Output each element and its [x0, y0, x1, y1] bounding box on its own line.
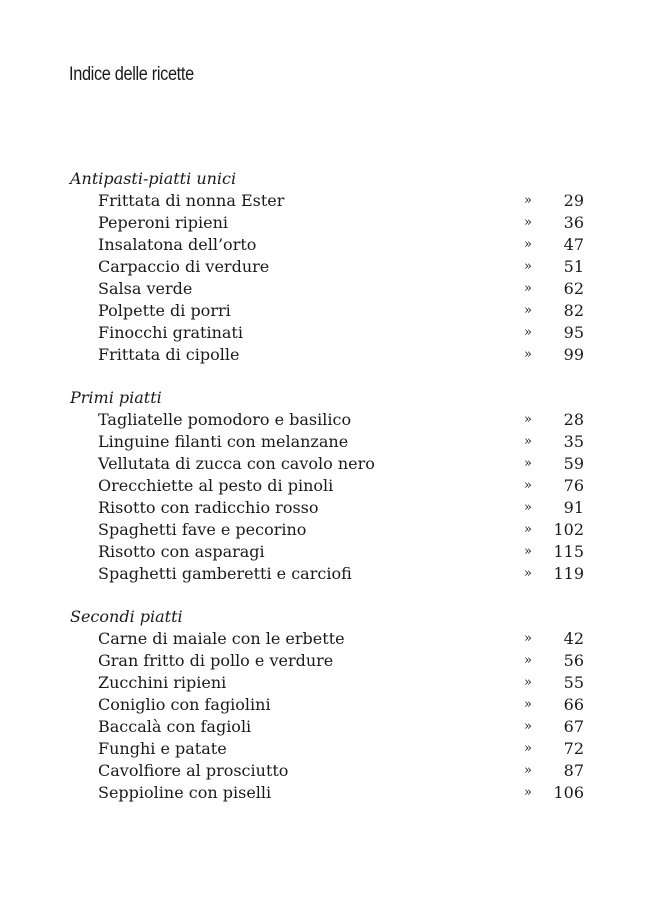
- page-number: 56: [563, 651, 584, 670]
- page-number: 95: [563, 323, 584, 342]
- page-number: 119: [553, 564, 584, 583]
- separator: »: [524, 566, 532, 581]
- section-title: Primi piatti: [70, 388, 162, 407]
- page-number: 29: [563, 191, 584, 210]
- separator: »: [524, 544, 532, 559]
- separator: »: [524, 478, 532, 493]
- separator: »: [524, 653, 532, 668]
- separator: »: [524, 412, 532, 427]
- recipe-entry: [0, 497, 650, 519]
- recipe-entry: [0, 541, 650, 563]
- separator: »: [524, 500, 532, 515]
- page-number: 28: [563, 410, 584, 429]
- recipe-entry: [0, 431, 650, 453]
- page-number: 72: [563, 739, 584, 758]
- recipe-name: Cavolfiore al prosciutto: [98, 761, 289, 780]
- separator: »: [524, 193, 532, 208]
- page-number: 115: [553, 542, 584, 561]
- recipe-name: Spaghetti fave e pecorino: [98, 520, 307, 539]
- recipe-entry: [0, 760, 650, 782]
- recipe-name: Polpette di porri: [98, 301, 231, 320]
- section-title: Secondi piatti: [70, 607, 183, 626]
- recipe-name: Seppioline con piselli: [98, 783, 272, 802]
- separator: »: [524, 237, 532, 252]
- recipe-entry: [0, 190, 650, 212]
- page-number: 82: [563, 301, 584, 320]
- recipe-entry: [0, 694, 650, 716]
- recipe-entry: [0, 278, 650, 300]
- recipe-name: Funghi e patate: [98, 739, 227, 758]
- recipe-name: Tagliatelle pomodoro e basilico: [98, 410, 352, 429]
- page-number: 51: [563, 257, 584, 276]
- recipe-entry: [0, 322, 650, 344]
- separator: »: [524, 281, 532, 296]
- recipe-entry: [0, 738, 650, 760]
- page-title: Indice delle ricette: [69, 64, 194, 85]
- separator: »: [524, 456, 532, 471]
- page-number: 62: [563, 279, 584, 298]
- page-number: 87: [563, 761, 584, 780]
- recipe-entry: [0, 256, 650, 278]
- page-number: 76: [563, 476, 584, 495]
- separator: »: [524, 697, 532, 712]
- recipe-name: Carpaccio di verdure: [98, 257, 270, 276]
- recipe-name: Frittata di cipolle: [98, 345, 240, 364]
- recipe-name: Risotto con asparagi: [98, 542, 265, 561]
- separator: »: [524, 303, 532, 318]
- recipe-entry: [0, 212, 650, 234]
- page-number: 59: [563, 454, 584, 473]
- separator: »: [524, 785, 532, 800]
- separator: »: [524, 522, 532, 537]
- page-number: 55: [563, 673, 584, 692]
- recipe-name: Coniglio con fagiolini: [98, 695, 271, 714]
- separator: »: [524, 259, 532, 274]
- recipe-entry: [0, 650, 650, 672]
- separator: »: [524, 347, 532, 362]
- page-number: 47: [563, 235, 584, 254]
- separator: »: [524, 719, 532, 734]
- recipe-entry: [0, 409, 650, 431]
- separator: »: [524, 325, 532, 340]
- recipe-name: Risotto con radicchio rosso: [98, 498, 319, 517]
- separator: »: [524, 434, 532, 449]
- recipe-name: Frittata di nonna Ester: [98, 191, 285, 210]
- page-number: 99: [563, 345, 584, 364]
- separator: »: [524, 215, 532, 230]
- page-number: 91: [563, 498, 584, 517]
- page-number: 36: [563, 213, 584, 232]
- recipe-entry: [0, 782, 650, 804]
- separator: »: [524, 675, 532, 690]
- recipe-name: Orecchiette al pesto di pinoli: [98, 476, 334, 495]
- recipe-name: Zucchini ripieni: [98, 673, 227, 692]
- recipe-name: Finocchi gratinati: [98, 323, 243, 342]
- page-number: 35: [563, 432, 584, 451]
- recipe-entry: [0, 628, 650, 650]
- recipe-entry: [0, 563, 650, 585]
- recipe-entry: [0, 453, 650, 475]
- recipe-name: Baccalà con fagioli: [98, 717, 252, 736]
- recipe-name: Peperoni ripieni: [98, 213, 229, 232]
- recipe-entry: [0, 519, 650, 541]
- recipe-name: Gran fritto di pollo e verdure: [98, 651, 334, 670]
- recipe-name: Insalatona dell’orto: [98, 235, 257, 254]
- separator: »: [524, 763, 532, 778]
- recipe-name: Salsa verde: [98, 279, 193, 298]
- recipe-entry: [0, 672, 650, 694]
- recipe-name: Vellutata di zucca con cavolo nero: [98, 454, 375, 473]
- page-number: 67: [563, 717, 584, 736]
- recipe-entry: [0, 234, 650, 256]
- recipe-name: Spaghetti gamberetti e carciofi: [98, 564, 352, 583]
- page-number: 42: [563, 629, 584, 648]
- page-number: 66: [563, 695, 584, 714]
- recipe-entry: [0, 716, 650, 738]
- recipe-name: Carne di maiale con le erbette: [98, 629, 345, 648]
- page-number: 102: [553, 520, 584, 539]
- separator: »: [524, 631, 532, 646]
- section-title: Antipasti-piatti unici: [70, 169, 237, 188]
- recipe-entry: [0, 475, 650, 497]
- recipe-entry: [0, 344, 650, 366]
- recipe-entry: [0, 300, 650, 322]
- separator: »: [524, 741, 532, 756]
- recipe-name: Linguine filanti con melanzane: [98, 432, 349, 451]
- page-number: 106: [553, 783, 584, 802]
